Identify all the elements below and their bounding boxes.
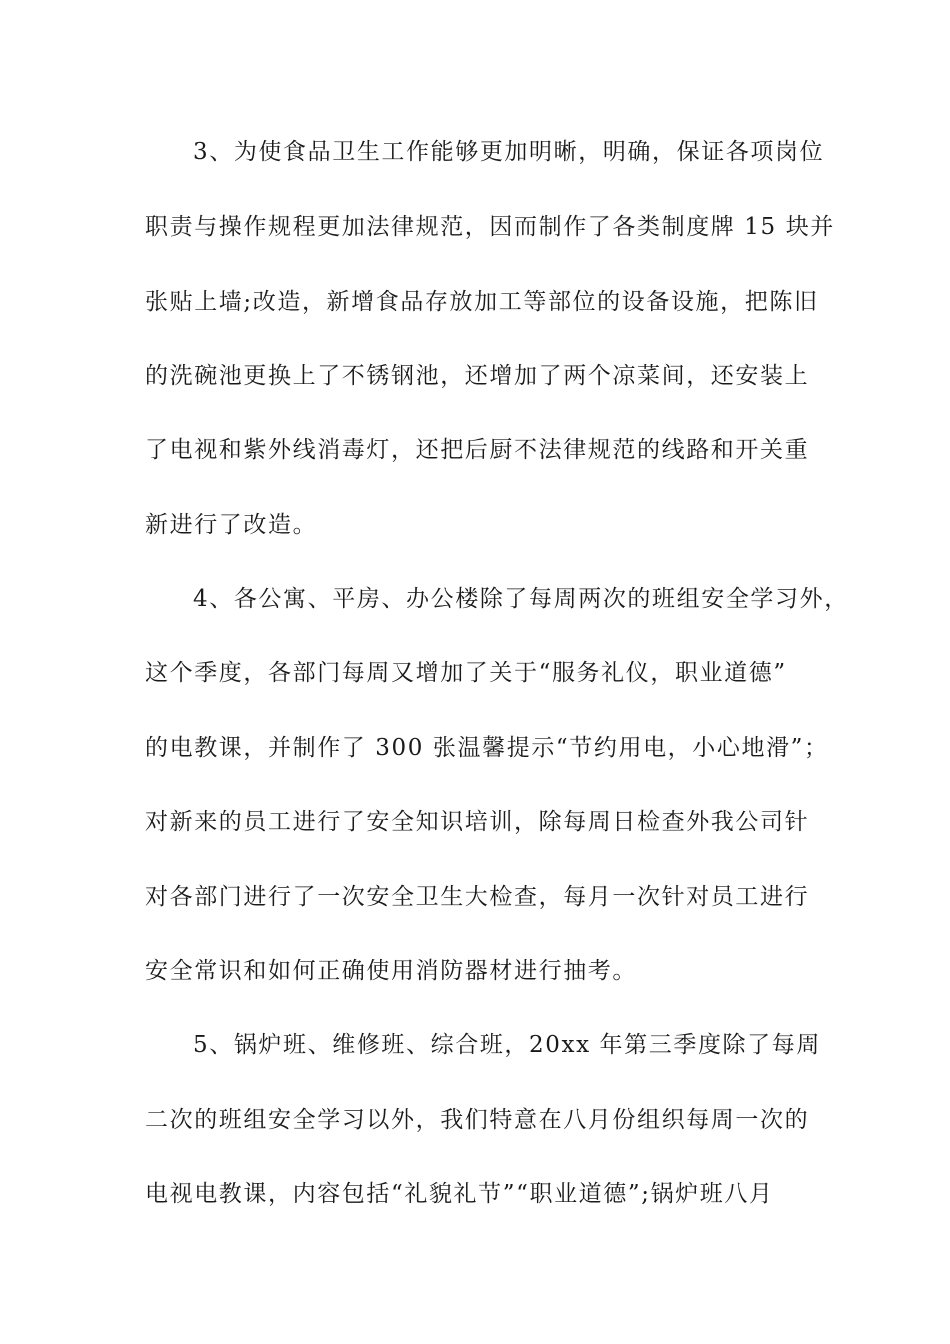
paragraph-3-line-5: 了电视和紫外线消毒灯，还把后厨不法律规范的线路和开关重: [145, 437, 810, 463]
paragraph-4-line-3: 的电教课，并制作了 300 张温馨提示“节约用电，小心地滑”；: [145, 735, 829, 761]
paragraph-5-line-1: 5、锅炉班、维修班、综合班，20xx 年第三季度除了每周: [193, 1032, 821, 1058]
paragraph-4-line-1: 4、各公寓、平房、办公楼除了每周两次的班组安全学习外，: [193, 586, 849, 612]
paragraph-4-line-2: 这个季度，各部门每周又增加了关于“服务礼仪，职业道德”: [145, 660, 787, 686]
paragraph-3-line-4: 的洗碗池更换上了不锈钢池，还增加了两个凉菜间，还安装上: [145, 363, 810, 389]
paragraph-3-line-3: 张贴上墙;改造，新增食品存放加工等部位的设备设施，把陈旧: [145, 289, 819, 315]
paragraph-3-line-6: 新进行了改造。: [145, 512, 318, 538]
paragraph-5-line-2: 二次的班组安全学习以外，我们特意在八月份组织每周一次的: [145, 1107, 810, 1133]
paragraph-3-line-1: 3、为使食品卫生工作能够更加明晰，明确，保证各项岗位: [193, 139, 825, 165]
paragraph-5-line-3: 电视电教课，内容包括“礼貌礼节”“职业道德”;锅炉班八月: [145, 1181, 774, 1207]
paragraph-4-line-5: 对各部门进行了一次安全卫生大检查，每月一次针对员工进行: [145, 884, 810, 910]
paragraph-4-line-4: 对新来的员工进行了安全知识培训，除每周日检查外我公司针: [145, 809, 810, 835]
paragraph-4-line-6: 安全常识和如何正确使用消防器材进行抽考。: [145, 958, 637, 984]
paragraph-3-line-2: 职责与操作规程更加法律规范，因而制作了各类制度牌 15 块并: [145, 214, 835, 240]
